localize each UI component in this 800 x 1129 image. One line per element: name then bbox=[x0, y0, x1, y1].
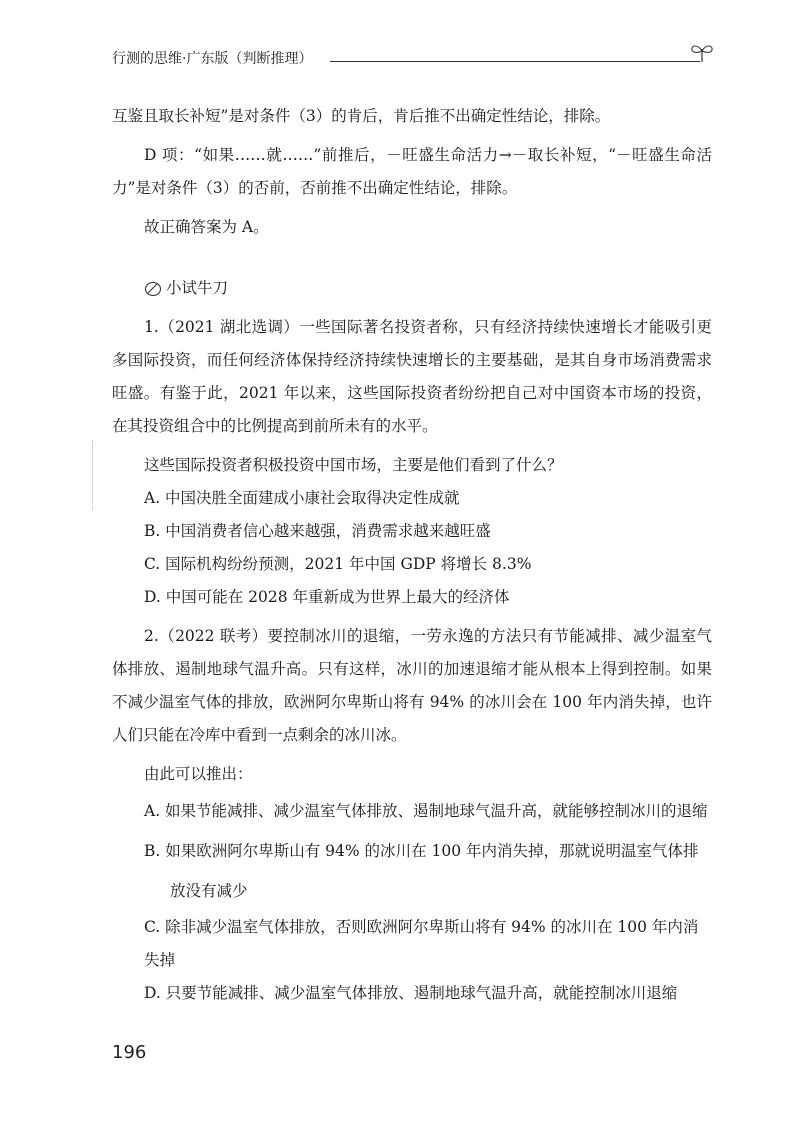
question-2-option-c: C. 除非减少温室气体排放，否则欧洲阿尔卑斯山将有 94% 的冰川在 100 年内消失掉 bbox=[144, 918, 699, 969]
question-1-stem: 1.（2021 湖北选调）一些国际著名投资者称，只有经济持续快速增长才能吸引更多国际投资，而任何经济体保持经济持续快速增长的主要基础，是其自身市场消费需求旺盛。有鉴于此，2021 年以来，这些国际投资者纷纷把自己对中国资本市场的投资，在其投资组合中的比例提高到前所未有的水平。 bbox=[112, 318, 712, 435]
page-number: 196 bbox=[112, 1042, 147, 1063]
question-2-option-b: B. 如果欧洲阿尔卑斯山有 94% 的冰川在 100 年内消失掉，那就说明温室气体排放没有减少 bbox=[144, 842, 699, 900]
section-title: 小试牛刀 bbox=[166, 279, 229, 297]
paragraph-continuation: 互鉴且取长补短”是对条件（3）的肯后，肯后推不出确定性结论，排除。 bbox=[112, 107, 611, 125]
margin-mark bbox=[92, 440, 94, 510]
question-1-option-d: D. 中国可能在 2028 年重新成为世界上最大的经济体 bbox=[144, 588, 510, 606]
question-2-option-a: A. 如果节能减排、减少温室气体排放、遏制地球气温升高，就能够控制冰川的退缩 bbox=[144, 802, 708, 820]
question-2-prompt: 由此可以推出： bbox=[144, 765, 253, 783]
question-1-prompt: 这些国际投资者积极投资中国市场，主要是他们看到了什么？ bbox=[144, 456, 563, 474]
paragraph-option-d-analysis: D 项：“如果……就……”前推后，－旺盛生命活力→－取长补短，“－旺盛生命活力”是对条件（3）的否前，否前推不出确定性结论，排除。 bbox=[112, 146, 712, 197]
question-1-option-b: B. 中国消费者信心越来越强，消费需求越来越旺盛 bbox=[144, 522, 491, 540]
question-2-stem: 2.（2022 联考）要控制冰川的退缩，一劳永逸的方法只有节能减排、减少温室气体排放、遏制地球气温升高。只有这样，冰川的加速退缩才能从根本上得到控制。如果不减少温室气体的排放，欧洲阿尔卑斯山将有 94% 的冰川会在 100 年内消失掉，也许人们只能在冷库中看到一点剩余的冰川冰。 bbox=[112, 627, 712, 744]
section-heading bbox=[144, 272, 712, 305]
header-rule bbox=[330, 61, 700, 62]
question-2-option-d: D. 只要节能减排、减少温室气体排放、遏制地球气温升高，就能控制冰川退缩 bbox=[144, 984, 678, 1002]
question-1-option-a: A. 中国决胜全面建成小康社会取得决定性成就 bbox=[144, 489, 460, 507]
page-body bbox=[112, 100, 712, 1010]
running-header bbox=[112, 40, 712, 70]
pencil-icon bbox=[144, 281, 162, 297]
sprout-icon bbox=[687, 40, 717, 70]
question-1-option-c: C. 国际机构纷纷预测，2021 年中国 GDP 将增长 8.3% bbox=[144, 555, 532, 573]
header-title: 行测的思维·广东版（判断推理） bbox=[112, 51, 313, 67]
paragraph-answer: 故正确答案为 A。 bbox=[144, 218, 269, 236]
